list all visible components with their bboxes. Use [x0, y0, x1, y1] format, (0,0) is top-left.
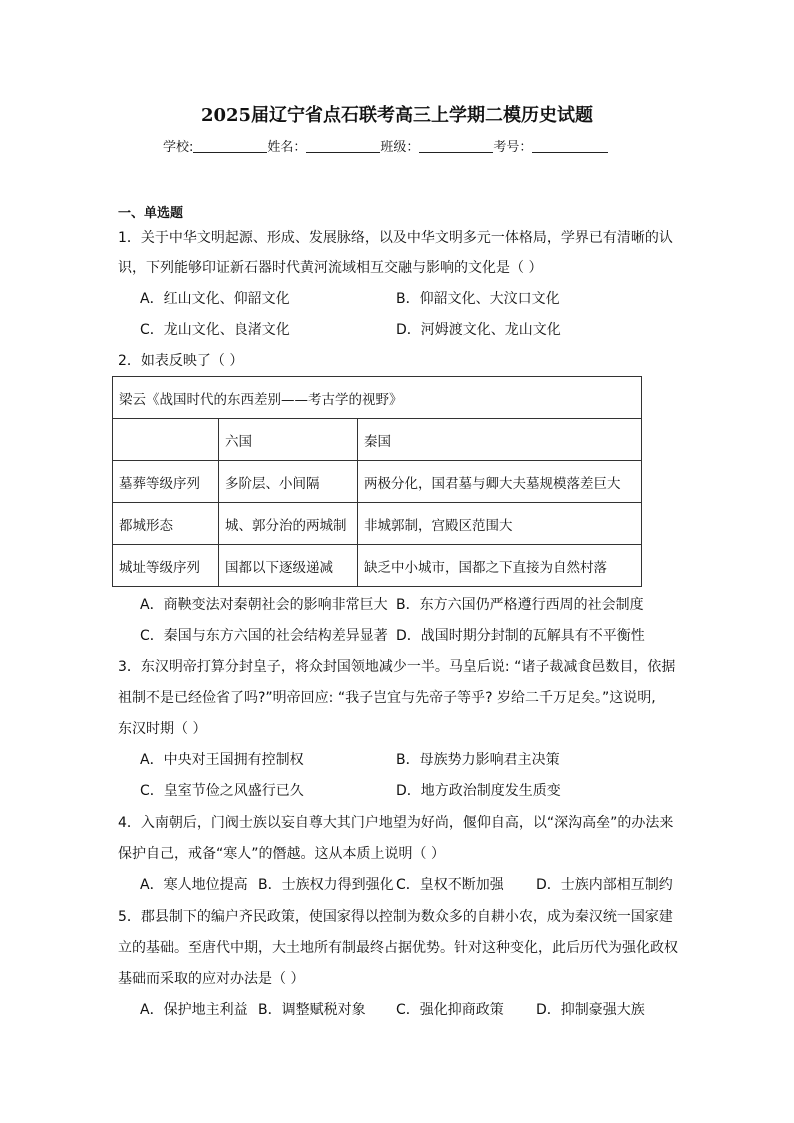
q4-stem-line2: 保护自己，戒备“寒人”的僭越。这从本质上说明（ ）: [118, 846, 445, 862]
table-row: [113, 545, 642, 587]
q5-option-b: B．调整赋税对象: [258, 1002, 366, 1018]
q4-option-a: A．寒人地位提高: [140, 877, 248, 893]
school-blank: [193, 138, 267, 153]
table-row: [113, 503, 642, 545]
school-label: 学校:: [163, 140, 194, 155]
table-cell: 城址等级序列: [113, 545, 219, 587]
table-cell: 两极分化，国君墓与卿大夫墓规模落差巨大: [358, 461, 642, 503]
q1-stem-line1: 1．关于中华文明起源、形成、发展脉络，以及中华文明多元一体格局，学界已有清晰的认: [118, 230, 673, 246]
name-label: 姓名：: [267, 140, 307, 155]
table-cell: 国都以下逐级递减: [219, 545, 358, 587]
q5-option-c: C．强化抑商政策: [396, 1002, 504, 1018]
table-header-cell: 秦国: [358, 419, 642, 461]
class-blank: [419, 138, 493, 153]
q4-stem-line1: 4．入南朝后，门阀士族以妄自尊大其门户地望为好尚，偃仰自高，以“深沟高垒”的办法来: [118, 815, 674, 831]
q3-option-a: A．中央对王国拥有控制权: [140, 752, 304, 768]
q1-stem-line2: 识，下列能够印证新石器时代黄河流域相互交融与影响的文化是（ ）: [118, 260, 543, 276]
table-cell: 都城形态: [113, 503, 219, 545]
student-info-line: [163, 138, 608, 158]
q4-option-b: B．士族权力得到强化: [258, 877, 394, 893]
q3-stem-line3: 东汉时期（ ）: [118, 721, 207, 737]
table-row: [113, 461, 642, 503]
class-label: 班级：: [380, 140, 420, 155]
q1-option-c: C．龙山文化、良渚文化: [140, 322, 290, 338]
q2-option-d: D．战国时期分封制的瓦解具有不平衡性: [396, 628, 645, 644]
table-cell: 墓葬等级序列: [113, 461, 219, 503]
comparison-table: [112, 376, 642, 587]
q5-stem-line2: 立的基础。至唐代中期，大土地所有制最终占据优势。针对这种变化，此后历代为强化政权: [118, 940, 678, 956]
table-caption-row: [113, 377, 642, 419]
table-cell: 非城郭制，宫殿区范围大: [358, 503, 642, 545]
q2-option-c: C．秦国与东方六国的社会结构差异显著: [140, 628, 388, 644]
section-heading: 一、单选题: [118, 206, 184, 221]
q4-option-c: C．皇权不断加强: [396, 877, 504, 893]
exam-title: 2025届辽宁省点石联考高三上学期二模历史试题: [200, 105, 594, 126]
table-header-cell: 六国: [219, 419, 358, 461]
q5-stem-line3: 基础而采取的应对办法是（ ）: [118, 971, 305, 987]
table-cell: 缺乏中小城市，国都之下直接为自然村落: [358, 545, 642, 587]
q3-option-c: C．皇室节俭之风盛行已久: [140, 783, 304, 799]
q3-option-d: D．地方政治制度发生质变: [396, 783, 561, 799]
table-cell: 多阶层、小间隔: [219, 461, 358, 503]
name-blank: [306, 138, 380, 153]
exam-no-blank: [532, 138, 608, 153]
q2-option-b: B．东方六国仍严格遵行西周的社会制度: [396, 597, 644, 613]
q5-option-d: D．抑制豪强大族: [536, 1002, 645, 1018]
exam-no-label: 考号：: [493, 140, 533, 155]
q5-stem-line1: 5．郡县制下的编户齐民政策，使国家得以控制为数众多的自耕小农，成为秦汉统一国家建: [118, 909, 673, 925]
q2-stem: 2．如表反映了（ ）: [118, 353, 244, 369]
q3-stem-line1: 3．东汉明帝打算分封皇子，将众封国领地减少一半。马皇后说: “诸子裁减食邑数目，依据: [118, 659, 676, 675]
q1-option-a: A．红山文化、仰韶文化: [140, 291, 290, 307]
q1-option-d: D．河姆渡文化、龙山文化: [396, 322, 561, 338]
table-cell: 城、郭分治的两城制: [219, 503, 358, 545]
q2-option-a: A．商鞅变法对秦朝社会的影响非常巨大: [140, 597, 388, 613]
q3-option-b: B．母族势力影响君主决策: [396, 752, 560, 768]
table-header-cell: [113, 419, 219, 461]
q3-stem-line2: 祖制不是已经俭省了吗?”明帝回应: “我子岂宜与先帝子等乎? 岁给二千万足矣。”这说明,: [118, 690, 656, 706]
q5-option-a: A．保护地主利益: [140, 1002, 248, 1018]
table-header-row: [113, 419, 642, 461]
table-caption: 梁云《战国时代的东西差别——考古学的视野》: [113, 377, 642, 419]
q4-option-d: D．士族内部相互制约: [536, 877, 673, 893]
q1-option-b: B．仰韶文化、大汶口文化: [396, 291, 560, 307]
